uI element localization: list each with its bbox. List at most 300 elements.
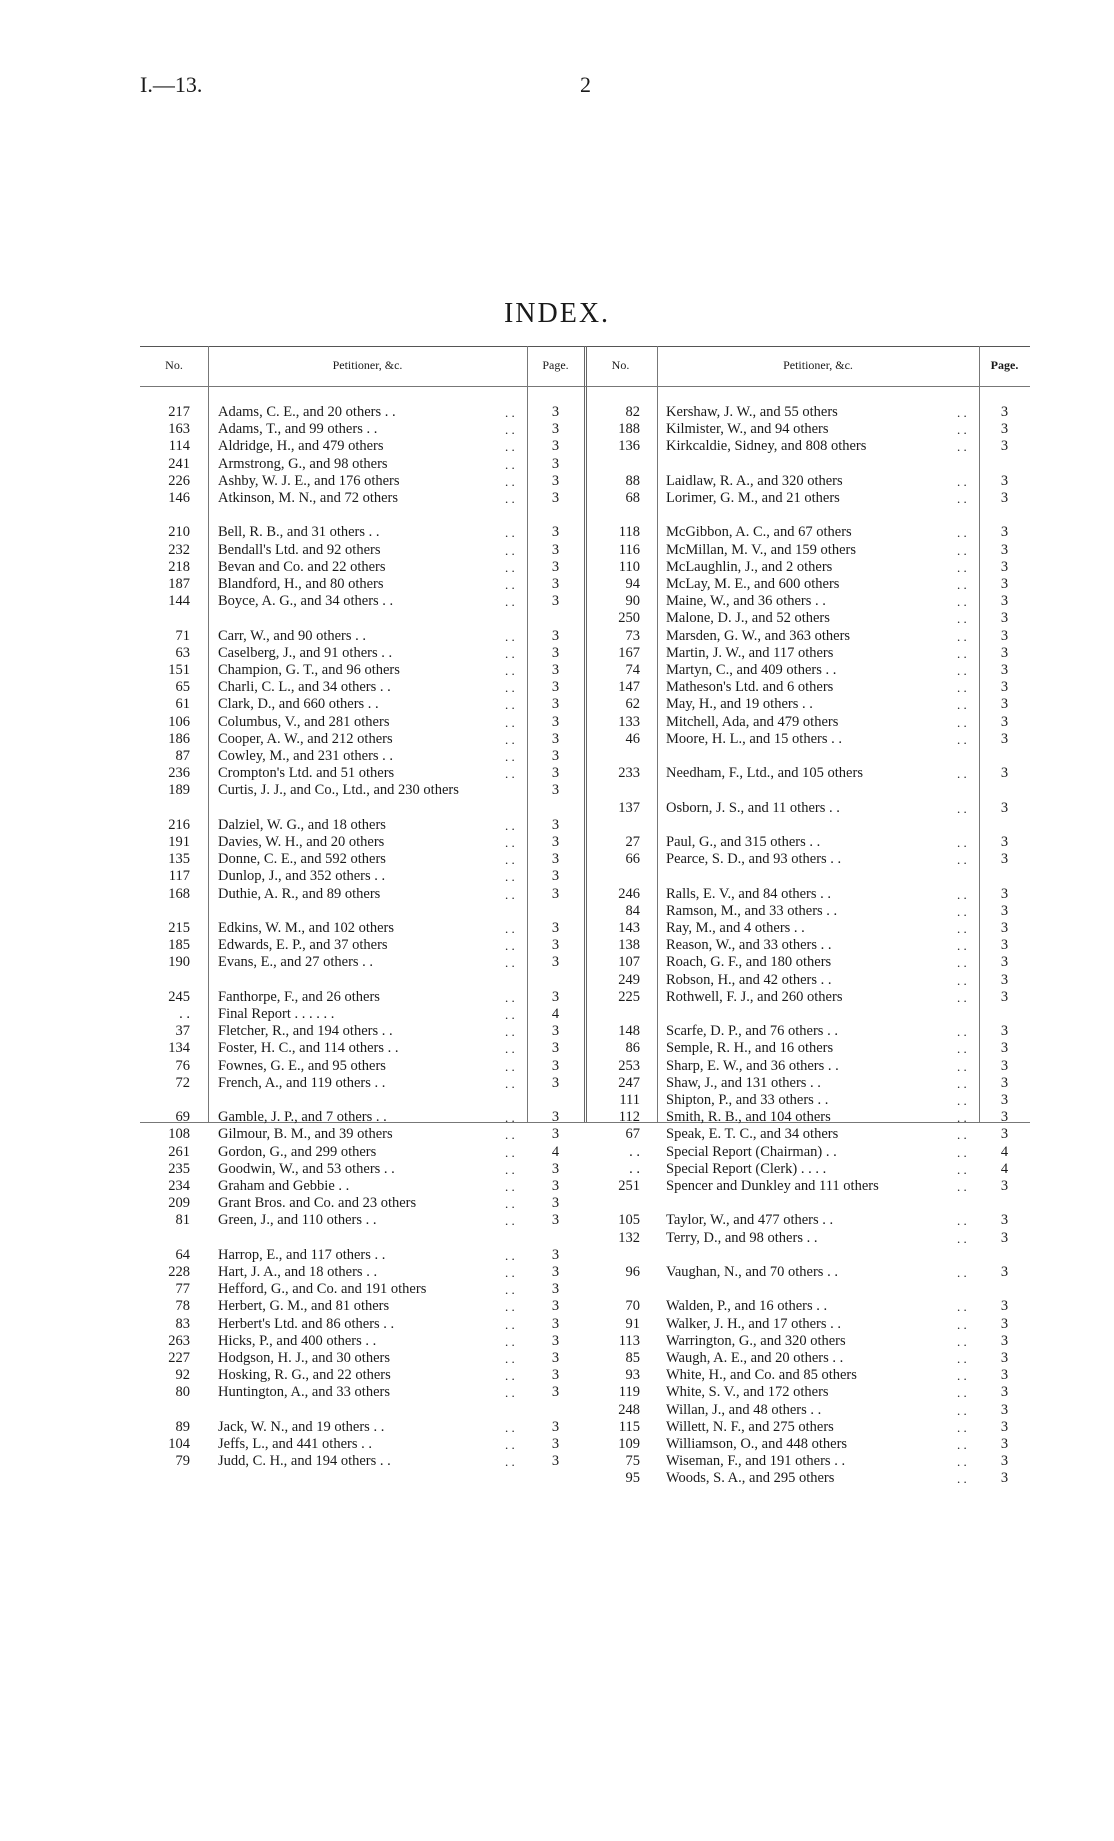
entry-number: 245 xyxy=(168,988,190,1005)
index-row xyxy=(0,1264,1114,1281)
leader-dots: . . xyxy=(957,1144,967,1160)
petitioner-name: Atkinson, M. N., and 72 others xyxy=(218,490,399,506)
header-page-left: Page. xyxy=(542,358,569,372)
petitioner-name: Hefford, G., and Co. and 191 others xyxy=(218,1281,427,1298)
petitioner-name: Clark, D., and 660 others . . xyxy=(218,696,379,713)
petitioner-name: White, H., and Co. and 85 others xyxy=(666,1367,857,1384)
index-row xyxy=(0,782,1114,799)
index-row xyxy=(0,1367,1114,1384)
leader-dots: . . xyxy=(957,542,967,558)
page-ref: 3 xyxy=(551,1315,560,1332)
entry-number: 143 xyxy=(618,920,640,936)
index-row xyxy=(0,1195,1114,1212)
petitioner-name: Martin, J. W., and 117 others xyxy=(666,644,834,661)
petitioner-name: Walker, J. H., and 17 others . . xyxy=(666,1315,842,1332)
leader-dots: . . xyxy=(957,1419,967,1435)
leader-dots: . . xyxy=(957,1299,967,1315)
petitioner-name: Fletcher, R., and 194 others . . xyxy=(218,1023,393,1040)
page-ref: 3 xyxy=(1000,1315,1009,1332)
index-row xyxy=(0,989,1114,1006)
leader-dots: . . xyxy=(505,766,515,782)
page-ref: 3 xyxy=(1000,1332,1009,1349)
petitioner-name: Ashby, W. J. E., and 176 others xyxy=(218,472,400,489)
leader-dots: . . xyxy=(505,542,515,558)
petitioner-name: Rothwell, F. J., and 260 others xyxy=(666,988,843,1005)
petitioner-name: Huntington, A., and 33 others xyxy=(218,1384,390,1401)
entry-number: 134 xyxy=(168,1040,190,1057)
entry-number: 236 xyxy=(168,765,190,782)
entry-number: 69 xyxy=(175,1109,190,1126)
entry-number: 144 xyxy=(168,593,190,610)
leader-dots: . . xyxy=(505,1316,515,1332)
entry-number: 75 xyxy=(625,1453,640,1470)
petitioner-name: Osborn, J. S., and 11 others . . xyxy=(666,799,840,816)
entry-number: 93 xyxy=(625,1367,640,1384)
entry-number: 119 xyxy=(618,1384,640,1401)
page-ref: 3 xyxy=(551,834,560,850)
leader-dots: . . xyxy=(957,1333,967,1349)
leader-dots: . . xyxy=(505,1282,515,1298)
entry-number: 118 xyxy=(618,524,640,541)
page-ref: 3 xyxy=(1000,558,1009,575)
leader-dots: . . xyxy=(957,680,967,696)
index-row xyxy=(0,1453,1114,1470)
petitioner-name: Marsden, G. W., and 363 others xyxy=(666,627,851,644)
page-ref: 3 xyxy=(551,644,560,661)
index-row xyxy=(0,937,1114,954)
index-row xyxy=(0,1419,1114,1436)
page-ref: 3 xyxy=(551,524,560,541)
leader-dots: . . xyxy=(505,938,515,954)
page-ref: 3 xyxy=(1000,644,1009,661)
leader-dots: . . xyxy=(505,1179,515,1194)
petitioner-name: Laidlaw, R. A., and 320 others xyxy=(666,472,843,489)
index-row xyxy=(0,628,1114,645)
petitioner-name: Bendall's Ltd. and 92 others xyxy=(218,541,381,558)
page-ref: 3 xyxy=(551,696,560,713)
entry-number: 73 xyxy=(625,627,640,644)
leader-dots: . . xyxy=(957,1058,967,1074)
petitioner-name: Final Report . . . . . . xyxy=(218,1006,335,1022)
leader-dots: . . xyxy=(505,852,515,868)
index-title: INDEX. xyxy=(503,298,611,329)
entry-number: 72 xyxy=(175,1074,190,1091)
index-row xyxy=(0,765,1114,782)
document-reference: I.—13. xyxy=(140,72,203,97)
leader-dots: . . xyxy=(957,559,967,575)
page-ref: 3 xyxy=(551,1023,560,1040)
entry-number: 232 xyxy=(168,541,190,558)
petitioner-name: Matheson's Ltd. and 6 others xyxy=(666,679,834,696)
page-ref: 3 xyxy=(1000,404,1009,420)
page-ref: 3 xyxy=(1000,1074,1009,1091)
petitioner-name: Duthie, A. R., and 89 others xyxy=(218,885,381,902)
leader-dots: . . xyxy=(505,989,515,1005)
page-ref: 3 xyxy=(551,868,560,885)
petitioner-name: Williamson, O., and 448 others xyxy=(666,1436,848,1452)
leader-dots: . . xyxy=(505,955,515,971)
index-row xyxy=(0,954,1114,971)
petitioner-name: Blandford, H., and 80 others xyxy=(218,576,384,592)
petitioner-name: Sharp, E. W., and 36 others . . xyxy=(666,1057,839,1074)
page-ref: 3 xyxy=(551,1178,560,1194)
page-ref: 3 xyxy=(1000,765,1009,782)
leader-dots: . . xyxy=(957,886,967,902)
leader-dots: . . xyxy=(505,1213,515,1229)
leader-dots: . . xyxy=(957,1368,967,1384)
leader-dots: . . xyxy=(505,491,515,506)
entry-number: 77 xyxy=(175,1281,190,1298)
page-ref: 3 xyxy=(1000,954,1009,971)
petitioner-name: Evans, E., and 27 others . . xyxy=(218,954,374,971)
leader-dots: . . xyxy=(957,921,967,936)
page-ref: 3 xyxy=(551,851,560,868)
page-ref: 3 xyxy=(1000,1298,1009,1315)
index-row xyxy=(0,868,1114,885)
entry-number: 62 xyxy=(625,696,640,713)
entry-number: 186 xyxy=(168,730,190,747)
leader-dots: . . xyxy=(505,439,515,455)
leader-dots: . . xyxy=(505,749,515,764)
index-row xyxy=(0,1316,1114,1333)
entry-number: 37 xyxy=(175,1023,190,1040)
entry-number: 68 xyxy=(625,490,640,506)
page-ref: 3 xyxy=(1000,541,1009,558)
petitioner-name: Harrop, E., and 117 others . . xyxy=(218,1246,386,1263)
petitioner-name: Cowley, M., and 231 others . . xyxy=(218,748,394,764)
page-ref: 3 xyxy=(1000,1264,1009,1280)
entry-number: 226 xyxy=(168,472,190,489)
page-ref: 3 xyxy=(1000,1057,1009,1074)
entry-number: 71 xyxy=(175,627,190,644)
entry-number: 65 xyxy=(175,679,190,696)
index-row xyxy=(0,714,1114,731)
entry-number: 191 xyxy=(168,834,190,850)
entry-number: 247 xyxy=(618,1074,640,1091)
leader-dots: . . xyxy=(957,1351,967,1366)
index-row xyxy=(0,1384,1114,1401)
petitioner-name: Ray, M., and 4 others . . xyxy=(666,920,805,936)
entry-number: 70 xyxy=(625,1298,640,1315)
entry-number: 112 xyxy=(618,1109,640,1126)
page-ref: 3 xyxy=(551,920,560,936)
petitioner-name: Jack, W. N., and 19 others . . xyxy=(218,1418,385,1435)
index-row xyxy=(0,1333,1114,1350)
entry-number: 216 xyxy=(168,816,190,833)
leader-dots: . . xyxy=(505,1161,515,1177)
entry-number: 189 xyxy=(168,782,190,799)
petitioner-name: McLaughlin, J., and 2 others xyxy=(666,558,833,575)
leader-dots: . . xyxy=(505,422,515,438)
entry-number: 107 xyxy=(618,954,640,971)
leader-dots: . . xyxy=(957,611,967,627)
petitioner-name: Grant Bros. and Co. and 23 others xyxy=(218,1195,417,1212)
entry-number: . . xyxy=(629,1143,640,1160)
petitioner-name: Bell, R. B., and 31 others . . xyxy=(218,524,380,541)
index-row xyxy=(0,490,1114,507)
index-row xyxy=(0,679,1114,696)
entry-number: 79 xyxy=(175,1453,190,1470)
leader-dots: . . xyxy=(505,594,515,610)
entry-number: 227 xyxy=(168,1350,190,1366)
entry-number: 185 xyxy=(168,937,190,954)
page-ref: 3 xyxy=(551,1453,560,1470)
entry-number: 148 xyxy=(618,1023,640,1040)
entry-number: 111 xyxy=(619,1092,640,1108)
leader-dots: . . xyxy=(505,680,515,696)
leader-dots: . . xyxy=(505,1075,515,1091)
leader-dots: . . xyxy=(505,697,515,713)
page-ref: 3 xyxy=(1000,1350,1009,1366)
entry-number: 108 xyxy=(168,1126,190,1143)
leader-dots: . . xyxy=(505,577,515,592)
entry-number: 106 xyxy=(168,713,190,730)
index-row xyxy=(0,903,1114,920)
leader-dots: . . xyxy=(957,1213,967,1229)
petitioner-name: Scarfe, D. P., and 76 others . . xyxy=(666,1023,838,1040)
page-ref: 3 xyxy=(551,954,560,971)
entry-number: 89 xyxy=(175,1418,190,1435)
page-ref: 3 xyxy=(551,421,560,438)
leader-dots: . . xyxy=(505,628,515,644)
petitioner-name: Adams, T., and 99 others . . xyxy=(218,421,378,438)
petitioner-name: Terry, D., and 98 others . . xyxy=(666,1229,818,1246)
leader-dots: . . xyxy=(957,1265,967,1280)
page-ref: 3 xyxy=(1000,490,1009,506)
index-row xyxy=(0,1178,1114,1195)
index-row xyxy=(0,886,1114,903)
entry-number: 234 xyxy=(168,1178,190,1194)
page-ref: 3 xyxy=(551,576,560,592)
petitioner-name: Shaw, J., and 131 others . . xyxy=(666,1074,821,1091)
petitioner-name: Ramson, M., and 33 others . . xyxy=(666,902,838,919)
page-ref: 3 xyxy=(551,988,560,1005)
page-ref: 3 xyxy=(1000,730,1009,747)
leader-dots: . . xyxy=(957,1041,967,1057)
leader-dots: . . xyxy=(505,731,515,747)
petitioner-name: Edwards, E. P., and 37 others xyxy=(218,937,388,954)
page-ref: 3 xyxy=(551,1281,560,1298)
leader-dots: . . xyxy=(505,1368,515,1384)
petitioner-name: Semple, R. H., and 16 others xyxy=(666,1040,834,1057)
entry-number: 109 xyxy=(618,1436,640,1452)
index-row xyxy=(0,456,1114,473)
petitioner-name: Shipton, P., and 33 others . . xyxy=(666,1092,829,1108)
entry-number: 261 xyxy=(168,1143,190,1160)
page-ref: 3 xyxy=(551,1212,560,1229)
petitioner-name: Kilmister, W., and 94 others xyxy=(666,421,829,438)
entry-number: . . xyxy=(629,1160,640,1177)
page-number: 2 xyxy=(580,72,591,97)
petitioner-name: Lorimer, G. M., and 21 others xyxy=(666,490,840,506)
page-ref: 3 xyxy=(551,662,560,678)
leader-dots: . . xyxy=(957,1230,967,1246)
petitioner-name: Gordon, G., and 299 others xyxy=(218,1143,377,1160)
entry-number: 248 xyxy=(618,1401,640,1418)
leader-dots: . . xyxy=(957,1093,967,1108)
page-ref: 3 xyxy=(1000,937,1009,954)
index-row xyxy=(0,696,1114,713)
leader-dots: . . xyxy=(505,1351,515,1366)
page-ref: 3 xyxy=(1000,713,1009,730)
page-ref: 3 xyxy=(1000,851,1009,868)
leader-dots: . . xyxy=(957,491,967,506)
petitioner-name: Martyn, C., and 409 others . . xyxy=(666,662,837,678)
page-ref: 3 xyxy=(1000,1367,1009,1384)
page-ref: 3 xyxy=(1000,988,1009,1005)
leader-dots: . . xyxy=(505,645,515,661)
index-row xyxy=(0,1470,1114,1487)
petitioner-name: Fownes, G. E., and 95 others xyxy=(218,1057,386,1074)
petitioner-name: Malone, D. J., and 52 others xyxy=(666,610,830,627)
index-row xyxy=(0,1040,1114,1057)
petitioner-name: Donne, C. E., and 592 others xyxy=(218,851,386,868)
entry-number: 27 xyxy=(625,834,640,850)
index-row xyxy=(0,593,1114,610)
petitioner-name: Bevan and Co. and 22 others xyxy=(218,558,386,575)
leader-dots: . . xyxy=(957,731,967,747)
leader-dots: . . xyxy=(505,886,515,902)
petitioner-name: Moore, H. L., and 15 others . . xyxy=(666,730,842,747)
page-ref: 3 xyxy=(1000,576,1009,592)
petitioner-name: Adams, C. E., and 20 others . . xyxy=(218,404,396,420)
index-row xyxy=(0,1092,1114,1109)
entry-number: 217 xyxy=(168,404,190,420)
entry-number: 92 xyxy=(175,1367,190,1384)
page-ref: 3 xyxy=(1000,902,1009,919)
petitioner-name: Charli, C. L., and 34 others . . xyxy=(218,679,391,696)
page-ref: 3 xyxy=(1000,920,1009,936)
entry-number: 78 xyxy=(175,1298,190,1315)
petitioner-name: Hodgson, H. J., and 30 others xyxy=(218,1350,390,1366)
index-row xyxy=(0,1402,1114,1419)
page-ref: 3 xyxy=(551,713,560,730)
petitioner-name: Mitchell, Ada, and 479 others xyxy=(666,713,839,730)
index-row xyxy=(0,1058,1114,1075)
page-ref: 3 xyxy=(1000,1040,1009,1057)
page-ref: 3 xyxy=(551,1384,560,1401)
page-ref: 3 xyxy=(551,1246,560,1263)
leader-dots: . . xyxy=(505,405,515,420)
page-ref: 3 xyxy=(551,730,560,747)
entry-number: 76 xyxy=(175,1057,190,1074)
index-row xyxy=(0,1212,1114,1229)
leader-dots: . . xyxy=(957,1402,967,1418)
entry-number: 90 xyxy=(625,593,640,610)
entry-number: 95 xyxy=(625,1470,640,1487)
page-ref: 3 xyxy=(551,438,560,455)
page-ref: 3 xyxy=(1000,971,1009,988)
leader-dots: . . xyxy=(505,835,515,850)
leader-dots: . . xyxy=(957,1075,967,1091)
entry-number: 228 xyxy=(168,1264,190,1280)
entry-number: 88 xyxy=(625,472,640,489)
index-row xyxy=(0,404,1114,421)
index-row xyxy=(0,731,1114,748)
index-row xyxy=(0,1126,1114,1143)
page-ref: 3 xyxy=(1000,524,1009,541)
page-ref: 3 xyxy=(1000,1109,1009,1126)
petitioner-name: Champion, G. T., and 96 others xyxy=(218,662,400,678)
index-row xyxy=(0,748,1114,765)
leader-dots: . . xyxy=(957,1454,967,1470)
entry-number: 147 xyxy=(618,679,640,696)
index-row xyxy=(0,1075,1114,1092)
petitioner-name: Crompton's Ltd. and 51 others xyxy=(218,765,395,782)
page-ref: 3 xyxy=(551,765,560,782)
entry-number: 225 xyxy=(618,988,640,1005)
page-ref: 3 xyxy=(1000,421,1009,438)
header-petitioner-right: Petitioner, &c. xyxy=(783,358,853,372)
leader-dots: . . xyxy=(505,1007,515,1022)
entry-number: 63 xyxy=(175,644,190,661)
leader-dots: . . xyxy=(957,766,967,782)
page-ref: 3 xyxy=(551,1418,560,1435)
leader-dots: . . xyxy=(957,1437,967,1452)
leader-dots: . . xyxy=(505,525,515,541)
leader-dots: . . xyxy=(505,559,515,575)
entry-number: 64 xyxy=(175,1246,190,1263)
index-row xyxy=(0,817,1114,834)
page-ref: 3 xyxy=(551,404,560,420)
index-row xyxy=(0,421,1114,438)
page-ref: 3 xyxy=(1000,696,1009,713)
entry-number: 187 xyxy=(168,576,190,592)
page-ref: 3 xyxy=(1000,1092,1009,1108)
entry-number: 84 xyxy=(625,902,640,919)
entry-number: 104 xyxy=(168,1436,190,1452)
entry-number: 46 xyxy=(625,730,640,747)
leader-dots: . . xyxy=(505,1247,515,1263)
petitioner-name: Aldridge, H., and 479 others xyxy=(218,438,384,455)
index-row xyxy=(0,473,1114,490)
petitioner-name: Special Report (Chairman) . . xyxy=(666,1143,837,1160)
entry-number: 132 xyxy=(618,1229,640,1246)
page-ref: 3 xyxy=(551,558,560,575)
leader-dots: . . xyxy=(957,439,967,455)
entry-number: 135 xyxy=(168,851,190,868)
index-row xyxy=(0,834,1114,851)
entry-number: 218 xyxy=(168,558,190,575)
page-ref: 3 xyxy=(1000,834,1009,850)
petitioner-name: Special Report (Clerk) . . . . xyxy=(666,1160,827,1177)
leader-dots: . . xyxy=(505,1110,515,1126)
page-ref: 3 xyxy=(551,490,560,506)
index-row xyxy=(0,800,1114,817)
petitioner-name: Taylor, W., and 477 others . . xyxy=(666,1212,834,1229)
petitioner-name: Pearce, S. D., and 93 others . . xyxy=(666,851,842,868)
petitioner-name: Woods, S. A., and 295 others xyxy=(666,1470,835,1487)
page-ref: 3 xyxy=(551,1264,560,1280)
petitioner-name: Foster, H. C., and 114 others . . xyxy=(218,1040,399,1057)
index-row xyxy=(0,524,1114,541)
leader-dots: . . xyxy=(505,1454,515,1470)
page-ref: 4 xyxy=(1000,1143,1009,1160)
petitioner-name: Vaughan, N., and 70 others . . xyxy=(666,1264,838,1280)
leader-dots: . . xyxy=(957,577,967,592)
leader-dots: . . xyxy=(505,473,515,489)
page-ref: 3 xyxy=(551,1332,560,1349)
entry-number: 85 xyxy=(625,1350,640,1366)
petitioner-name: Paul, G., and 315 others . . xyxy=(666,834,821,850)
leader-dots: . . xyxy=(505,456,515,472)
page-ref: 3 xyxy=(551,782,560,799)
page-ref: 3 xyxy=(1000,679,1009,696)
page-ref: 3 xyxy=(1000,1178,1009,1194)
entry-number: 263 xyxy=(168,1332,190,1349)
leader-dots: . . xyxy=(957,938,967,954)
entry-number: 249 xyxy=(618,971,640,988)
